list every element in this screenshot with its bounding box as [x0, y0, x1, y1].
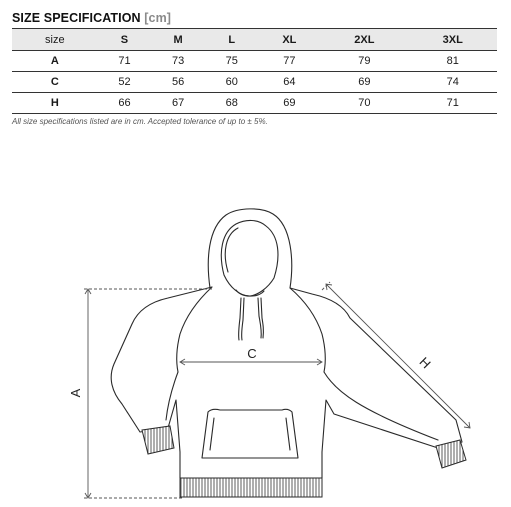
- dim-h-label: H: [416, 354, 434, 372]
- table-cell: 75: [205, 51, 259, 72]
- table-cell: 74: [409, 72, 497, 93]
- table-cell: 69: [320, 72, 408, 93]
- dim-a-label: A: [68, 388, 83, 398]
- table-cell: 71: [98, 51, 152, 72]
- table-cell: 66: [118, 97, 131, 109]
- table-cell: 77: [259, 51, 321, 72]
- header-xl: XL: [259, 29, 321, 51]
- table-cell: 60: [205, 72, 259, 93]
- header-s: S: [98, 29, 152, 51]
- table-cell: 67: [171, 97, 185, 109]
- table-cell: 81: [409, 51, 497, 72]
- header-3xl: 3XL: [409, 29, 497, 51]
- table-cell: 64: [259, 72, 321, 93]
- header-2xl: 2XL: [320, 29, 408, 51]
- cuff-left: [142, 426, 174, 454]
- cuff-right: [436, 440, 466, 468]
- table-cell: 79: [320, 51, 408, 72]
- table-cell: 69: [283, 97, 296, 109]
- hood-opening: [221, 220, 278, 296]
- kangaroo-pocket: [202, 409, 298, 458]
- drawstring-left: [239, 298, 241, 340]
- table-cell: 71: [446, 97, 459, 109]
- seam-right: [290, 288, 325, 372]
- dim-c-label: C: [247, 346, 257, 361]
- header-m: M: [151, 29, 205, 51]
- title-unit: [cm]: [144, 11, 172, 25]
- row-label: H: [50, 97, 59, 109]
- dim-h-line: [326, 284, 470, 428]
- hood-inner-fold: [225, 228, 238, 272]
- row-label: A: [12, 51, 98, 72]
- table-cell: 68: [225, 97, 238, 109]
- title-text: SIZE SPECIFICATION: [12, 11, 141, 25]
- tolerance-note: All size specifications listed are in cm. Accepted tolerance of up to ± 5%.: [12, 117, 268, 126]
- hem-rib: [180, 478, 322, 497]
- table-cell: 70: [358, 97, 371, 109]
- table-cell: 73: [151, 51, 205, 72]
- table-cell: 52: [98, 72, 152, 93]
- row-label: C: [12, 72, 98, 93]
- seam-left: [177, 287, 212, 372]
- header-l: L: [205, 29, 259, 51]
- header-size: size: [12, 29, 98, 51]
- table-cell: 56: [151, 72, 205, 93]
